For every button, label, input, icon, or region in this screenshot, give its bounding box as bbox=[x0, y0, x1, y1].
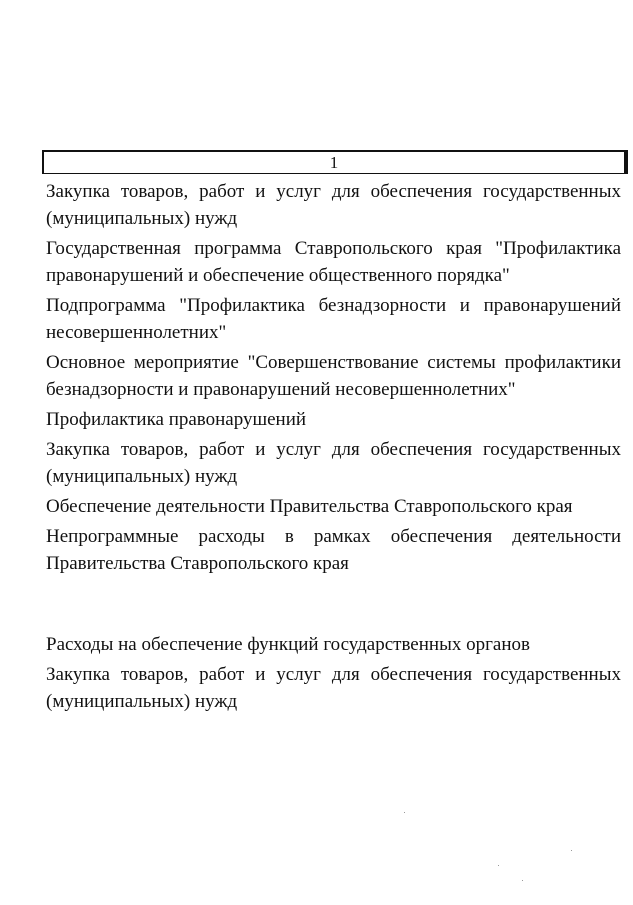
table-row: Государственная программа Ставропольского края "Профилактика правонарушений и обеспечение общественного порядка" bbox=[46, 238, 621, 286]
table-row: Закупка товаров, работ и услуг для обеспечения государственных (муниципальных) нужд bbox=[46, 181, 621, 229]
column-number-header: 1 bbox=[329, 153, 339, 172]
table-row: Непрограммные расходы в рамках обеспечения деятельности Правительства Ставропольского края bbox=[46, 526, 621, 574]
table-header bbox=[42, 150, 626, 174]
scan-speck bbox=[498, 865, 499, 866]
table-row: Основное мероприятие "Совершенствование системы профилактики безнадзорности и правонарушений несовершеннолетних" bbox=[46, 352, 621, 400]
scan-speck bbox=[522, 880, 523, 881]
table-row: Обеспечение деятельности Правительства Ставропольского края bbox=[46, 496, 573, 517]
table-row: Закупка товаров, работ и услуг для обеспечения государственных (муниципальных) нужд bbox=[46, 439, 621, 487]
table-body bbox=[46, 178, 621, 718]
table-row: Подпрограмма "Профилактика безнадзорности и правонарушений несовершеннолетних" bbox=[46, 295, 621, 343]
table-row: Профилактика правонарушений bbox=[46, 409, 307, 430]
table-row: Расходы на обеспечение функций государственных органов bbox=[46, 634, 530, 655]
table-row: Закупка товаров, работ и услуг для обеспечения государственных (муниципальных) нужд bbox=[46, 664, 621, 712]
scan-speck bbox=[404, 812, 405, 813]
scan-speck bbox=[571, 850, 572, 851]
table-right-border bbox=[626, 150, 628, 174]
